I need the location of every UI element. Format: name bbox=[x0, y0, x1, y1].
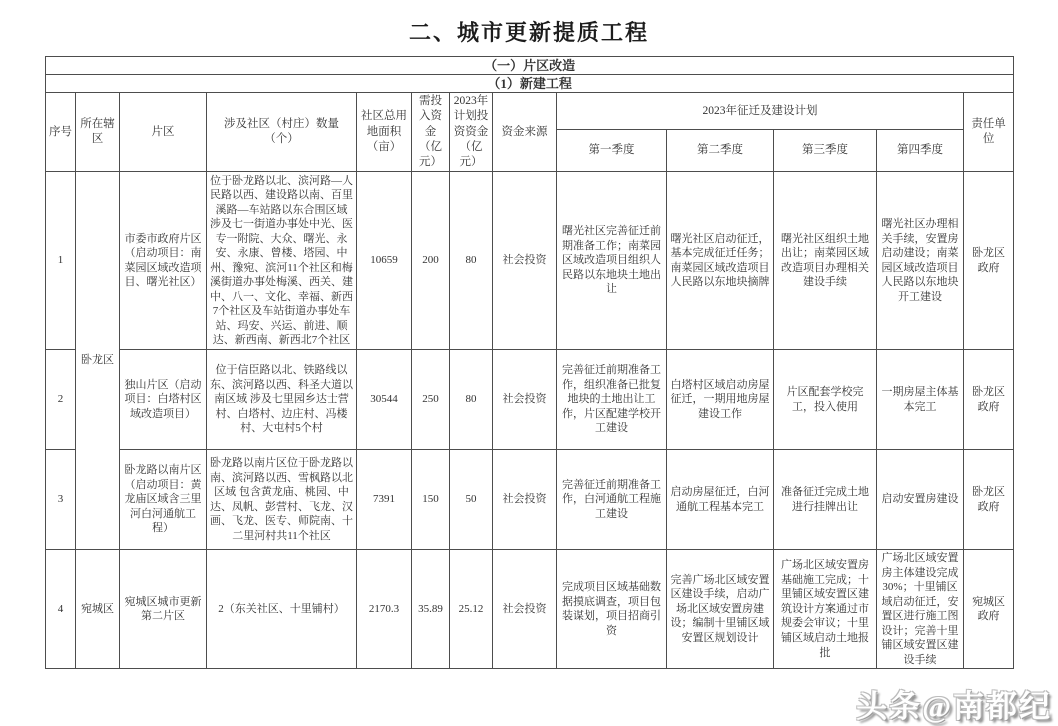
col-header-q1: 第一季度 bbox=[557, 130, 667, 172]
cell-funding-source: 社会投资 bbox=[493, 550, 557, 669]
cell-seq: 3 bbox=[46, 450, 76, 550]
cell-funding-source: 社会投资 bbox=[493, 172, 557, 350]
cell-land-area: 10659 bbox=[357, 172, 412, 350]
cell-communities: 位于卧龙路以北、滨河路—人民路以西、建设路以南、百里溪路—车站路以东合围区域 涉及七一街道办事处中光、医专一附院、大众、曙光、永安、永康、曾楼、塔园、中州、豫宛、滨河11个社区和梅溪街道办事处梅溪、西关、建中、八一、文化、幸福、新西7个社区及车站街道办事处车站、玛安、兴运、前进、顺达、新西南、新西北7个社区 bbox=[207, 172, 357, 350]
cell-seq: 2 bbox=[46, 350, 76, 450]
cell-investment: 250 bbox=[412, 350, 450, 450]
table-header-row bbox=[46, 93, 1014, 130]
cell-q3: 曙光社区组织土地出让；南菜园区域改造项目办理相关建设手续 bbox=[774, 172, 877, 350]
cell-q1: 完善征迁前期准备工作，白河通航工程施工建设 bbox=[557, 450, 667, 550]
col-header-plan-2023: 2023年征迁及建设计划 bbox=[557, 93, 964, 130]
col-header-responsible: 责任单位 bbox=[964, 93, 1014, 172]
cell-q3: 广场北区域安置房基础施工完成；十里铺区域安置区建筑设计方案通过市规委会审议；十里铺区域启动土地报批 bbox=[774, 550, 877, 669]
subsection-header-row bbox=[46, 75, 1014, 93]
table-row bbox=[46, 450, 1014, 550]
cell-area: 市委市政府片区（启动项目：南菜园区域改造项目、曙光社区） bbox=[120, 172, 207, 350]
col-header-investment: 需投入资金（亿元） bbox=[412, 93, 450, 172]
cell-investment-2023: 50 bbox=[450, 450, 493, 550]
col-header-q3: 第三季度 bbox=[774, 130, 877, 172]
cell-district: 宛城区 bbox=[76, 550, 120, 669]
col-header-district: 所在辖区 bbox=[76, 93, 120, 172]
cell-district: 卧龙区 bbox=[76, 172, 120, 550]
project-table bbox=[45, 56, 1014, 669]
cell-q2: 完善广场北区域安置区建设手续，启动广场北区域安置房建设；编制十里铺区域安置区规划设计 bbox=[667, 550, 774, 669]
cell-q4: 广场北区域安置房主体建设完成30%；十里铺区域启动征迁，安置区进行施工图设计；完善十里铺区域安置区建设手续 bbox=[877, 550, 964, 669]
cell-q2: 曙光社区启动征迁，基本完成征迁任务；南菜园区域改造项目人民路以东地块摘牌 bbox=[667, 172, 774, 350]
table-row bbox=[46, 350, 1014, 450]
col-header-area: 片区 bbox=[120, 93, 207, 172]
cell-funding-source: 社会投资 bbox=[493, 350, 557, 450]
cell-communities: 卧龙路以南片区位于卧龙路以南、滨河路以西、雪枫路以北区域 包含黄龙庙、桃园、中达、凤帆、彭营村、飞龙、汉画、飞龙、医专、师院南、十二里河村共11个社区 bbox=[207, 450, 357, 550]
table-row bbox=[46, 172, 1014, 350]
cell-seq: 1 bbox=[46, 172, 76, 350]
cell-q4: 曙光社区办理相关手续，安置房启动建设；南菜园区域改造项目人民路以东地块开工建设 bbox=[877, 172, 964, 350]
cell-area: 独山片区（启动项目：白塔村区域改造项目） bbox=[120, 350, 207, 450]
col-header-q4: 第四季度 bbox=[877, 130, 964, 172]
cell-area: 卧龙路以南片区（启动项目：黄龙庙区域含三里河白河通航工程） bbox=[120, 450, 207, 550]
subsection-header: （1）新建工程 bbox=[46, 75, 1014, 93]
cell-responsible: 卧龙区政府 bbox=[964, 450, 1014, 550]
cell-q1: 完善征迁前期准备工作，组织准备已批复地块的土地出让工作，片区配建学校开工建设 bbox=[557, 350, 667, 450]
col-header-seq: 序号 bbox=[46, 93, 76, 172]
cell-investment: 35.89 bbox=[412, 550, 450, 669]
cell-investment-2023: 80 bbox=[450, 172, 493, 350]
cell-investment-2023: 80 bbox=[450, 350, 493, 450]
cell-communities: 位于信臣路以北、铁路线以东、滨河路以西、科圣大道以南区域 涉及七里园乡达士营村、白塔村、边庄村、冯楼村、大屯村5个村 bbox=[207, 350, 357, 450]
cell-land-area: 7391 bbox=[357, 450, 412, 550]
table-row bbox=[46, 550, 1014, 669]
section-header: （一）片区改造 bbox=[46, 57, 1014, 75]
cell-responsible: 卧龙区政府 bbox=[964, 350, 1014, 450]
cell-q1: 曙光社区完善征迁前期准备工作；南菜园区域改造项目组织人民路以东地块土地出让 bbox=[557, 172, 667, 350]
cell-land-area: 2170.3 bbox=[357, 550, 412, 669]
col-header-q2: 第二季度 bbox=[667, 130, 774, 172]
cell-q2: 白塔村区域启动房屋征迁，一期用地房屋建设工作 bbox=[667, 350, 774, 450]
cell-investment: 150 bbox=[412, 450, 450, 550]
cell-land-area: 30544 bbox=[357, 350, 412, 450]
cell-q2: 启动房屋征迁，白河通航工程基本完工 bbox=[667, 450, 774, 550]
cell-investment: 200 bbox=[412, 172, 450, 350]
cell-q4: 一期房屋主体基本完工 bbox=[877, 350, 964, 450]
cell-funding-source: 社会投资 bbox=[493, 450, 557, 550]
col-header-investment-2023: 2023年计划投资资金（亿元） bbox=[450, 93, 493, 172]
col-header-funding-source: 资金来源 bbox=[493, 93, 557, 172]
col-header-communities: 涉及社区（村庄）数量（个） bbox=[207, 93, 357, 172]
cell-q3: 准备征迁完成土地进行挂牌出让 bbox=[774, 450, 877, 550]
col-header-land-area: 社区总用地面积（亩） bbox=[357, 93, 412, 172]
page-title: 二、城市更新提质工程 bbox=[408, 20, 649, 45]
toutiao-watermark: 头条@南都纪 bbox=[856, 689, 1052, 724]
cell-responsible: 卧龙区政府 bbox=[964, 172, 1014, 350]
cell-investment-2023: 25.12 bbox=[450, 550, 493, 669]
cell-q4: 启动安置房建设 bbox=[877, 450, 964, 550]
cell-responsible: 宛城区政府 bbox=[964, 550, 1014, 669]
cell-q1: 完成项目区域基础数据摸底调查，项目包装谋划，项目招商引资 bbox=[557, 550, 667, 669]
section-header-row bbox=[46, 57, 1014, 75]
cell-q3: 片区配套学校完工，投入使用 bbox=[774, 350, 877, 450]
cell-area: 宛城区城市更新第二片区 bbox=[120, 550, 207, 669]
cell-seq: 4 bbox=[46, 550, 76, 669]
cell-communities: 2（东关社区、十里铺村） bbox=[207, 550, 357, 669]
